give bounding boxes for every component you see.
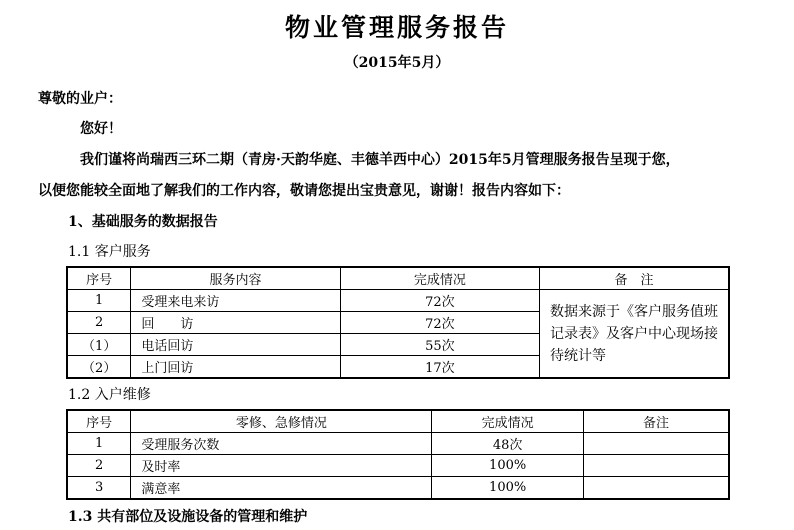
intro-paragraph-line1: 我们谨将尚瑞西三环二期（青房·天韵华庭、丰德羊西中心）2015年5月管理服务报告呈现于您， [80, 152, 680, 168]
row-note [583, 455, 729, 477]
section-heading-basic-service: 1、基础服务的数据报告 [68, 214, 218, 230]
header-no: 序号 [67, 410, 131, 433]
row-item: 受理服务次数 [131, 433, 432, 455]
row-no: 2 [67, 312, 131, 334]
repair-table [66, 409, 730, 500]
row-result: 100% [432, 455, 584, 477]
row-no: 3 [67, 477, 131, 500]
hello-text: 您好！ [80, 121, 122, 137]
row-result: 17次 [340, 356, 539, 379]
row-result: 55次 [340, 334, 539, 356]
row-note [583, 433, 729, 455]
table-header-row [67, 410, 729, 433]
row-result: 48次 [432, 433, 584, 455]
header-no: 序号 [67, 267, 131, 290]
subsection-heading-customer-service: 1.1 客户服务 [68, 244, 151, 260]
table-row [67, 477, 729, 500]
row-result: 72次 [340, 290, 539, 312]
header-repair: 零修、急修情况 [131, 410, 432, 433]
row-result: 72次 [340, 312, 539, 334]
header-result: 完成情况 [432, 410, 584, 433]
row-no: 1 [67, 433, 131, 455]
table-header-row [67, 267, 729, 290]
row-note [583, 477, 729, 500]
row-item: 回 访 [131, 312, 340, 334]
row-item: 受理来电来访 [131, 290, 340, 312]
row-no: （2） [67, 356, 131, 379]
subsection-heading-facilities: 1.3 共有部位及设施设备的管理和维护 [68, 509, 308, 525]
header-note: 备 注 [540, 267, 729, 290]
customer-service-table [66, 266, 730, 379]
table-note: 数据来源于《客户服务值班记录表》及客户中心现场接待统计等 [540, 290, 729, 379]
table-row [67, 290, 729, 312]
row-result: 100% [432, 477, 584, 500]
subsection-heading-repair: 1.2 入户维修 [68, 387, 151, 403]
row-item: 上门回访 [131, 356, 340, 379]
row-item: 满意率 [131, 477, 432, 500]
header-service: 服务内容 [131, 267, 340, 290]
intro-paragraph-line2: 以便您能较全面地了解我们的工作内容，敬请您提出宝贵意见，谢谢！报告内容如下： [38, 183, 570, 199]
table-row [67, 433, 729, 455]
header-result: 完成情况 [340, 267, 539, 290]
report-date: （2015年5月） [344, 55, 450, 71]
row-item: 及时率 [131, 455, 432, 477]
header-note: 备注 [583, 410, 729, 433]
row-no: （1） [67, 334, 131, 356]
row-no: 1 [67, 290, 131, 312]
row-item: 电话回访 [131, 334, 340, 356]
row-no: 2 [67, 455, 131, 477]
report-title: 物业管理服务报告 [284, 13, 509, 42]
table-row [67, 455, 729, 477]
greeting: 尊敬的业户： [38, 91, 122, 107]
